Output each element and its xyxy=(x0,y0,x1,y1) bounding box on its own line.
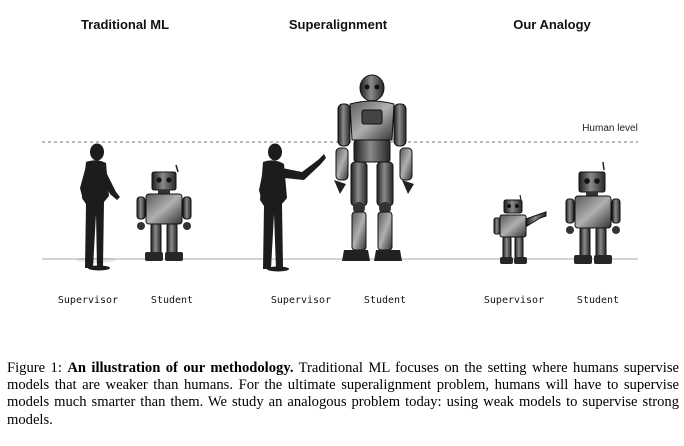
panel-heading-traditional: Traditional ML xyxy=(80,17,170,32)
human-icon xyxy=(80,144,120,271)
caption-label: Figure 1: xyxy=(7,360,68,376)
human-icon xyxy=(259,144,326,272)
student-label: Student xyxy=(363,295,407,306)
human-level-label: Human level xyxy=(582,123,638,134)
tiny-robot-icon xyxy=(494,195,546,264)
supervisor-label: Supervisor xyxy=(270,295,332,306)
student-label: Student xyxy=(150,295,194,306)
student-label: Student xyxy=(576,295,620,306)
supervisor-label: Supervisor xyxy=(57,295,119,306)
panel-heading-analogy: Our Analogy xyxy=(513,17,591,32)
panel-heading-superalignment: Superalignment xyxy=(288,17,388,32)
supervisor-label: Supervisor xyxy=(483,295,545,306)
caption-bold: An illustration of our methodology. xyxy=(67,360,294,376)
caption-text: Traditional ML focuses on the setting where humans supervise models that are weaker than humans. For the ultimate superalignment problem, humans will have to supervise models much smarter than them. We study an analogous problem today: using weak models to supervise strong models. xyxy=(7,360,679,428)
figure-caption xyxy=(7,360,679,429)
small-robot-icon xyxy=(137,165,191,261)
giant-robot-icon xyxy=(334,75,414,261)
small-robot-icon xyxy=(566,162,620,264)
